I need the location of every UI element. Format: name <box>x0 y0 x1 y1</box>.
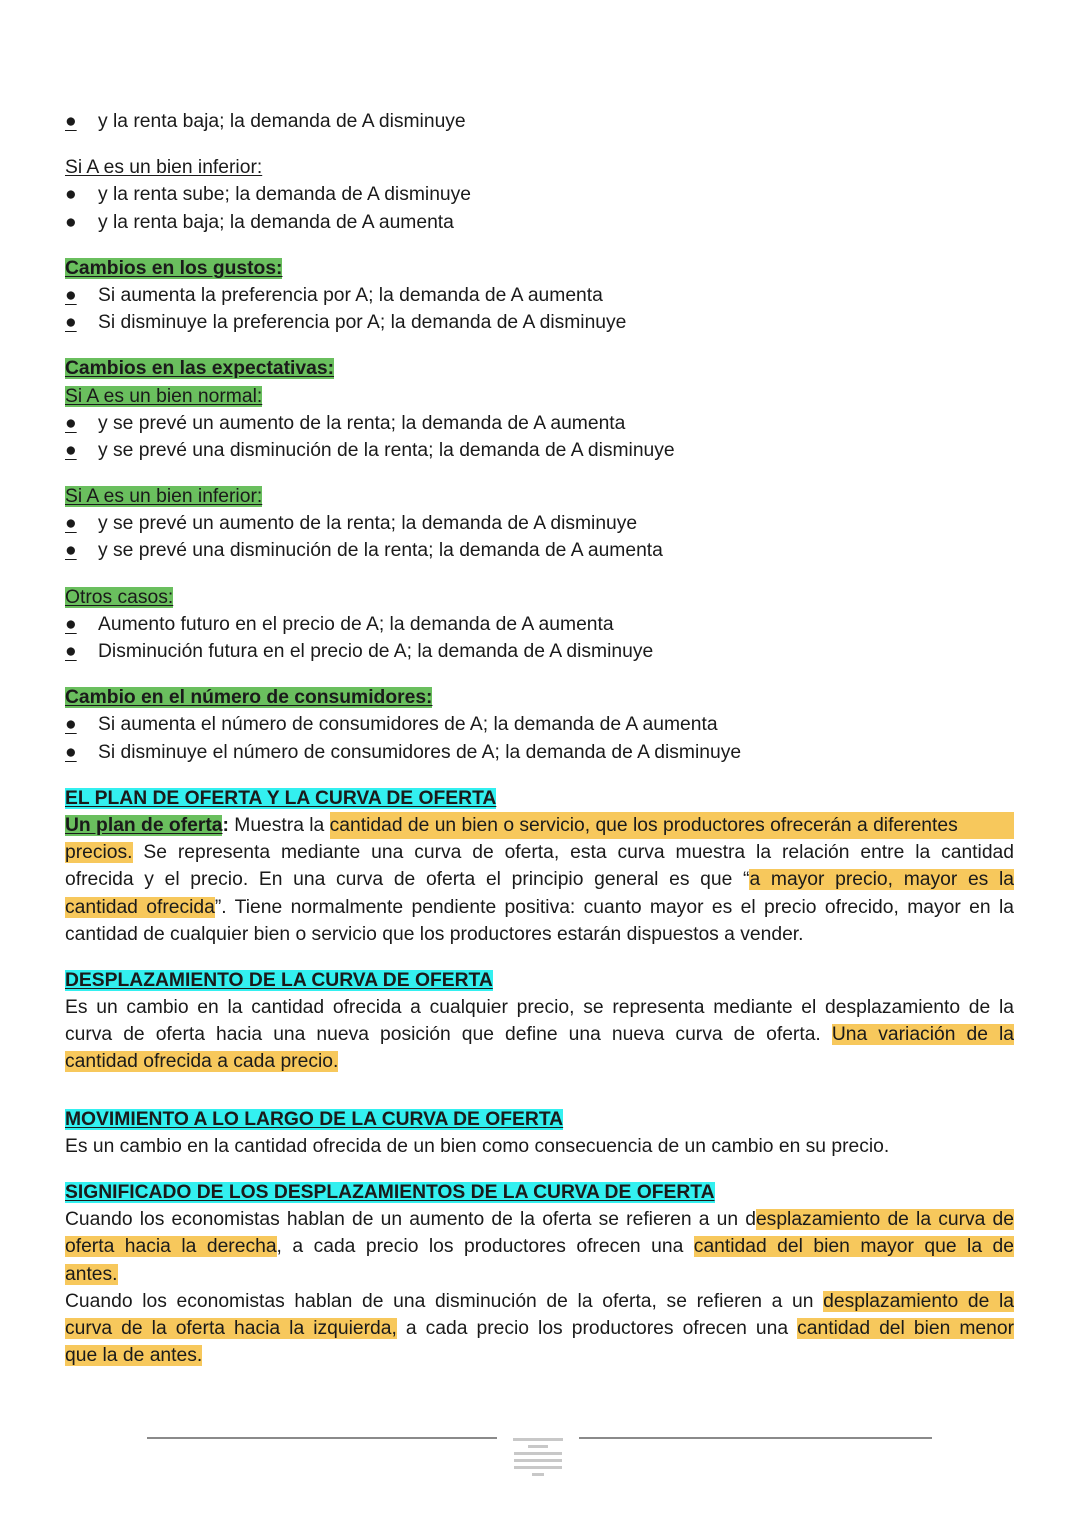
paragraph-line: curva de oferta hacia una nueva posición que define una nueva curva de oferta. Una variación de la <box>65 1024 1014 1046</box>
document-page <box>65 108 1014 1369</box>
heading-plan-oferta: EL PLAN DE OFERTA Y LA CURVA DE OFERTA <box>65 787 497 809</box>
bullet-icon: ● <box>65 741 77 763</box>
list-item: ● Si disminuye la preferencia por A; la demanda de A disminuye <box>65 309 1014 336</box>
heading-gustos: Cambios en los gustos: <box>65 257 283 279</box>
paragraph-line: cantidad de cualquier bien o servicio que los productores estarán dispuestos a vender. <box>65 923 804 945</box>
bullet-icon: ● <box>65 641 77 662</box>
heading-significado: SIGNIFICADO DE LOS DESPLAZAMIENTOS DE LA CURVA DE OFERTA <box>65 1182 715 1203</box>
heading-movimiento: MOVIMIENTO A LO LARGO DE LA CURVA DE OFERTA <box>65 1108 564 1130</box>
paragraph-line: que la de antes. <box>65 1345 203 1367</box>
list-item: ● y se prevé un aumento de la renta; la demanda de A disminuye <box>65 510 1014 537</box>
list-item: ● y la renta baja; la demanda de A disminuye <box>65 108 1014 135</box>
list-item: ● y la renta baja; la demanda de A aumenta <box>65 209 1014 236</box>
subheading-inferior-expectativas: Si A es un bien inferior: <box>65 486 263 508</box>
list-item: ● y se prevé una disminución de la renta; la demanda de A disminuye <box>65 437 1014 464</box>
list-item: ● Si disminuye el número de consumidores de A; la demanda de A disminuye <box>65 739 1014 766</box>
paragraph-line: Es un cambio en la cantidad ofrecida a cualquier precio, se representa mediante el desplazamiento de la <box>65 997 1014 1019</box>
heading-expectativas: Cambios en las expectativas: <box>65 358 334 380</box>
paragraph-line: cantidad ofrecida”. Tiene normalmente pendiente positiva: cuanto mayor es el precio ofrecido, mayor en la <box>65 896 1014 918</box>
heading-desplazamiento: DESPLAZAMIENTO DE LA CURVA DE OFERTA <box>65 969 493 991</box>
list-item: ● Si aumenta el número de consumidores de A; la demanda de A aumenta <box>65 711 1014 738</box>
paragraph-line: Un plan de oferta: Muestra la cantidad de un bien o servicio, que los productores ofrecerán a diferentes <box>65 812 1014 839</box>
bullet-icon: ● <box>65 211 77 233</box>
bullet-icon: ● <box>65 111 77 132</box>
bullet-icon: ● <box>65 714 77 736</box>
list-item: ● Aumento futuro en el precio de A; la demanda de A aumenta <box>65 611 1014 638</box>
bullet-icon: ● <box>65 312 77 334</box>
subheading-normal: Si A es un bien normal: <box>65 385 263 407</box>
paragraph-line: Cuando los economistas hablan de un aumento de la oferta se refieren a un desplazamiento de la curva de <box>65 1209 1014 1231</box>
footer-watermark <box>497 1432 579 1478</box>
subheading-inferior: Si A es un bien inferior: <box>65 157 263 179</box>
bullet-icon: ● <box>65 439 77 461</box>
paragraph-line: Cuando los economistas hablan de una disminución de la oferta, se refieren a un desplazamiento de la <box>65 1290 1014 1312</box>
bullet-icon: ● <box>65 284 77 306</box>
paragraph-line: ofrecida y el precio. En una curva de oferta el principio general es que “a mayor precio, mayor es la <box>65 869 1015 891</box>
list-item: ● y la renta sube; la demanda de A disminuye <box>65 181 1014 208</box>
bullet-icon: ● <box>65 540 77 562</box>
paragraph-line: cantidad ofrecida a cada precio. <box>65 1051 339 1073</box>
paragraph-line: curva de la oferta hacia la izquierda, a cada precio los productores ofrecen una cantidad del bien menor <box>65 1317 1014 1339</box>
bullet-icon: ● <box>65 613 77 635</box>
list-item: ● y se prevé un aumento de la renta; la demanda de A aumenta <box>65 410 1014 437</box>
term-plan-oferta: Un plan de oferta <box>65 814 223 836</box>
list-item: ● Disminución futura en el precio de A; la demanda de A disminuye <box>65 638 1014 665</box>
bullet-icon: ● <box>65 513 77 535</box>
heading-consumidores: Cambio en el número de consumidores: <box>65 687 433 709</box>
list-item: ● Si aumenta la preferencia por A; la demanda de A aumenta <box>65 282 1014 309</box>
bullet-icon: ● <box>65 412 77 434</box>
paragraph-line: oferta hacia la derecha, a cada precio los productores ofrecen una cantidad del bien mayor que la de <box>65 1236 1014 1258</box>
paragraph-line: antes. <box>65 1263 118 1285</box>
paragraph-line: precios. Se representa mediante una curva de oferta, esta curva muestra la relación entre la cantidad <box>65 842 1014 864</box>
list-item: ● y se prevé una disminución de la renta; la demanda de A aumenta <box>65 537 1014 564</box>
subheading-otros: Otros casos: <box>65 586 174 608</box>
paragraph-line: Es un cambio en la cantidad ofrecida de un bien como consecuencia de un cambio en su precio. <box>65 1135 890 1157</box>
bullet-icon: ● <box>65 184 77 206</box>
